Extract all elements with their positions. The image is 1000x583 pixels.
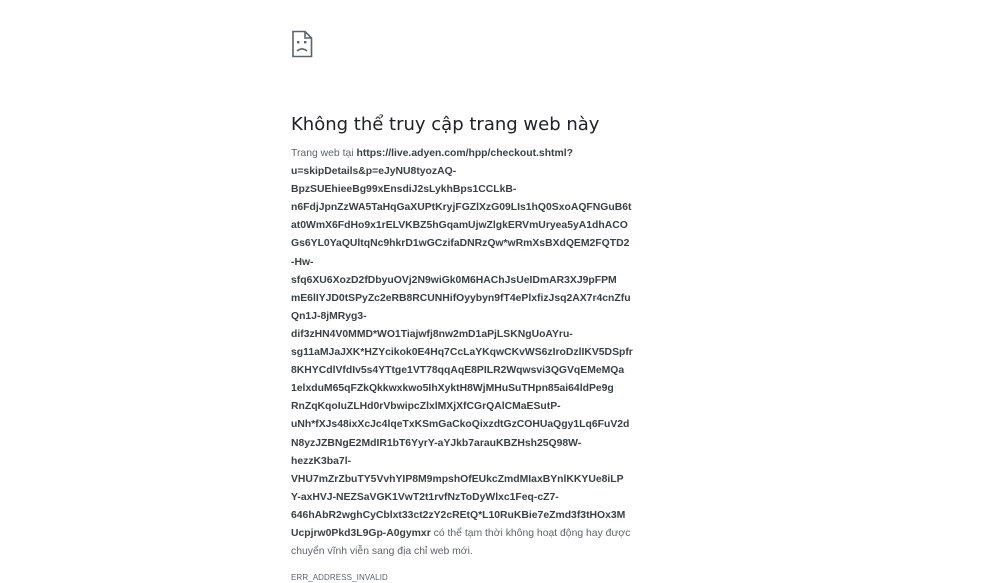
url-line: Qn1J-8jMRyg3- <box>291 310 367 322</box>
url-line: at0WmX6FdHo9x1rELVKBZ5hGqamUjwZlgkERVmUryea5yA1dhACO <box>291 220 628 232</box>
url-line: hezzK3ba7l- <box>291 455 352 467</box>
error-code: ERR_ADDRESS_INVALID <box>291 573 388 583</box>
message-suffix: có thể tạm thời không hoạt động hay được chuyển vĩnh viễn sang địa chỉ web mới. <box>291 527 631 558</box>
url-line: sfq6XU6XozD2fDbyuOVj2N9wiGk0M6HAChJsUeIDmAR3XJ9pFPM <box>291 274 617 286</box>
url-line: u=skipDetails&p=eJyNU8tyozAQ- <box>291 166 457 178</box>
url-line: 8KHYCdlVfdIv5s4YTtge1VT78qqAqE8PILR2Wqwsvi3QGVqEMeMQa <box>291 365 625 377</box>
url-line: Ucpjrw0Pkd3L9Gp-A0gymxr <box>291 527 431 539</box>
url-line: BpzSUEhieeBg99xEnsdiJ2sLykhBps1CCLkB- <box>291 184 517 196</box>
url-line: mE6lIYJD0tSPyZc2eRB8RCUNHifOyybyn9fT4ePlxfizJsq2AX7r4cnZfu <box>291 292 631 304</box>
url-line: uNh*fXJs48ixXcJc4lqeTxKSmGaCkoQixzdtGzCOHUaQgy1Lq6FuV2d <box>291 419 630 431</box>
unreachable-url <box>291 148 633 539</box>
error-content <box>291 30 663 583</box>
message-prefix: Trang web tại <box>291 148 357 159</box>
error-message <box>291 145 663 561</box>
url-line: Gs6YL0YaQUltqNc9hkrD1wGCzifaDNRzQw*wRmXsBXdQEM2FQTD2 <box>291 238 630 250</box>
url-line: Y-axHVJ-NEZSaVGK1VwT2t1rvfNzToDyWlxc1Feq-cZ7- <box>291 491 559 503</box>
sad-page-icon <box>291 30 313 58</box>
url-line: RnZqKqoIuZLHd0rVbwipcZlxlMXjXfCGrQAlCMaESutP- <box>291 401 561 413</box>
url-line: sg11aMJaJXK*HZYcikok0E4Hq7CcLaYKqwCKvWS6zIroDzlIKV5DSpfr <box>291 347 633 359</box>
error-title: Không thể truy cập trang web này <box>291 114 600 135</box>
url-line: VHU7mZrZbuTY5VvhYIP8M9mpshOfEUkcZmdMIaxBYnlKKYUe8iLP <box>291 473 624 485</box>
url-line: -Hw- <box>291 256 314 268</box>
url-line: n6FdjJpnZzWA5TaHqGaXUPtKryjFGZlXzG09LIs1hQ0SxoAQFNGuB6t <box>291 202 632 214</box>
url-line: dif3zHN4V0MMD*WO1Tiajwfj8nw2mD1aPjLSKNgUoAYru- <box>291 328 573 340</box>
url-line: 1elxduM65qFZkQkkwxkwo5IhXyktH8WjMHuSuTHpn85ai64ldPe9g <box>291 383 614 395</box>
url-line: 646hAbR2wghCyCblxt33ct2zY2cREtQ*L10RuKBie7eZmd3f3tHOx3M <box>291 509 626 521</box>
url-line: https://live.adyen.com/hpp/checkout.shtml? <box>356 148 573 159</box>
url-line: N8yzJZBNgE2MdIR1bT6YyrY-aYJkb7arauKBZHsh25Q98W- <box>291 437 582 449</box>
